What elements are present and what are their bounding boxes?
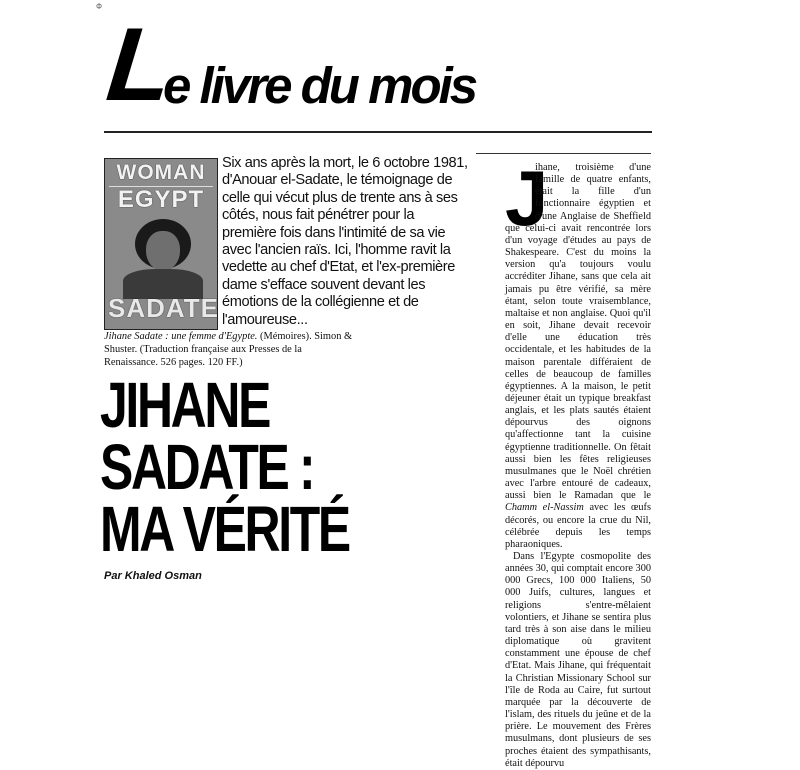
- caption-details: (Mémoires). Simon & Shuster. (Traduction française aux Presses de la Renaissance. 526 pages. 120 FF.): [104, 331, 353, 369]
- drop-cap: J: [505, 154, 549, 242]
- paragraph-1-end: avec les œufs décorés, ou encore la crue du Nil, célébrée depuis les temps pharaoniques.: [505, 502, 651, 550]
- caption-book-title: Jihane Sadate : une femme d'Egypte.: [104, 331, 258, 342]
- header-divider: [104, 131, 652, 133]
- cover-title-woman: WOMAN: [116, 161, 206, 184]
- article-body: [505, 154, 651, 769]
- paragraph-1-italic: Chamm el-Nassim: [505, 502, 584, 514]
- body-paragraph-1: [505, 154, 651, 551]
- column-top-rule: [476, 153, 651, 154]
- headline-line-2: SADATE :: [100, 431, 314, 503]
- cover-title-egypt: EGYPT: [117, 186, 205, 213]
- cover-portrait-face: [146, 231, 180, 271]
- headline-line-1: JIHANE: [100, 369, 270, 441]
- book-caption: [104, 330, 354, 372]
- book-cover-image: [104, 158, 218, 330]
- section-title: e livre du mois: [163, 57, 476, 114]
- section-logo-letter: L: [101, 7, 178, 123]
- article-headline: [100, 369, 349, 565]
- page-corner-mark: Ф: [96, 2, 103, 11]
- cover-title-sadate: SADATE: [108, 293, 219, 323]
- drop-cap-space: [505, 162, 535, 220]
- byline: Par Khaled Osman: [104, 570, 202, 582]
- body-paragraph-2: Dans l'Egypte cosmopolite des années 30, qui comptait encore 300 000 Grecs, 100 000 Italiens, 50 000 Juifs, cultures, langues et religions s'entre-mêlaient volontiers, et Jihane se sentira plus tard très à son aise dans le milieu diplomatique où gravitent constamment une épouse de chef d'Etat. Mais Jihane, qui fréquentait la Christian Missionary School sur l'île de Roda au Caire, fut surtout marquée par la découverte de l'islam, des rituels du jeûne et de la prière. Le mouvement des Frères musulmans, dont plusieurs de ses proches étaient des sympathisants, était dépourvu: [505, 551, 651, 769]
- paragraph-1-text: ihane, troisième d'une famille de quatre enfants, était la fille d'un fonctionnaire égyptien et d'une Anglaise de Sheffield que celui-ci avait rencontrée lors d'un voyage d'études au pays de Shakespeare. C'est du moins la version qu'a toujours voulu accréditer Jihane, sans que cela ait jamais pu être vérifié, sa mère étant, selon toute vraisemblance, maltaise et non anglaise. Quoi qu'il en soit, Jihane devait recevoir d'elle une éducation très occidentale, et les habitudes de la maison parentale différaient de celles de beaucoup de familles égyptiennes. A la maison, le petit déjeuner était un typique breakfast anglais, et les plats sautés étaient dépourvus des oignons qu'affectionne tant la cuisine égyptienne traditionnelle. On fêtait aussi bien les fêtes religieuses musulmanes que le Noël chrétien avec l'arbre entouré de cadeaux, aussi bien le Ramadan que le: [505, 162, 651, 502]
- lead-paragraph: Six ans après la mort, le 6 octobre 1981, d'Anouar el-Sadate, le témoignage de celle qui vécut plus de trente ans à ses côtés, nous fait pénétrer pour la première fois dans l'intimité de sa vie avec l'ancien raïs. Ici, l'homme ravit la vedette au chef d'Etat, et l'ex-première dame s'efface souvent devant les émotions de la collégienne et de l'amoureuse...: [222, 155, 468, 328]
- headline-line-3: MA VÉRITÉ: [100, 493, 349, 565]
